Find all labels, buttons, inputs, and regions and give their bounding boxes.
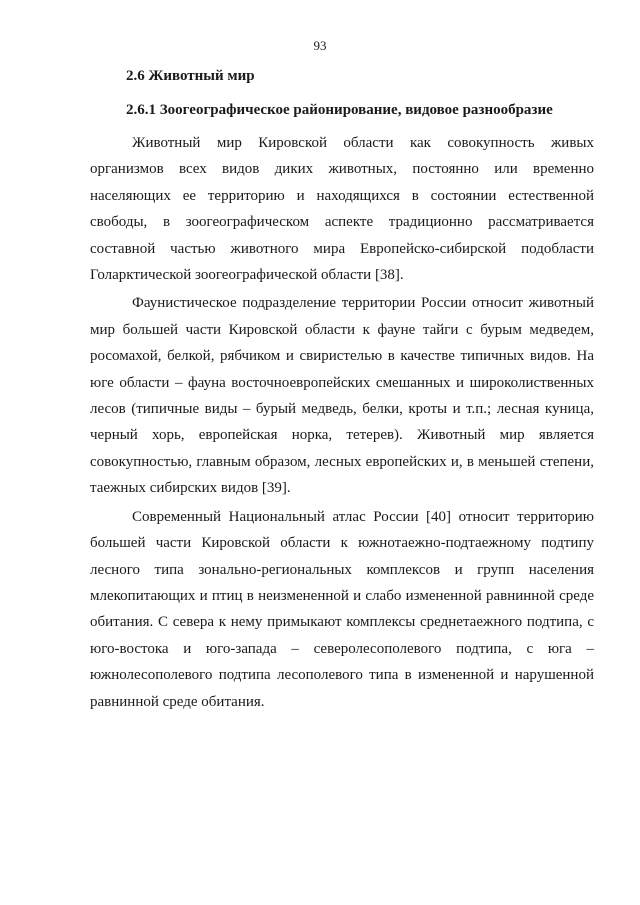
paragraph-2: Фаунистическое подразделение территории России относит животный мир большей части Кировской области к фауне тайги с бурым медведем, росомахой, белкой, рябчиком и свиристелью в качестве типичных видов. На юге области – фауна восточноевропейских смешанных и широколиственных лесов (типичные виды – бурый медведь, белки, кроты и т.п.; лесная куница, черный хорь, европейская норка, тетерев). Животный мир является совокупностью, главным образом, лесных европейских и, в меньшей степени, таежных сибирских видов [39]. [90,295,594,497]
page-content [90,62,594,715]
section-title: 2.6 Животный мир [126,68,255,84]
paragraph-1: Животный мир Кировской области как совокупность живых организмов всех видов диких животных, постоянно или временно населяющих ее территорию и находящихся в состоянии естественной свободы, в зоогеографическом аспекте традиционно рассматривается составной частью животного мира Европейско-сибирской подобласти Голарктической зоогеографической области [38]. [90,135,594,284]
page-number: 93 [313,38,327,53]
subsection-title: 2.6.1 Зоогеографическое районирование, видовое разнообразие [126,102,553,118]
paragraph-3: Современный Национальный атлас России [40] относит территорию большей части Кировской области к южнотаежно-подтаежному подтипу лесного типа зонально-региональных комплексов и групп населения млекопитающих и птиц в неизмененной и слабо измененной равнинной среде обитания. С севера к нему примыкают комплексы среднетаежного подтипа, с юго-востока и юго-запада – северолесополевого подтипа, с юга – южнолесополевого подтипа лесополевого типа в измененной и нарушенной равнинной среде обитания. [90,508,594,710]
